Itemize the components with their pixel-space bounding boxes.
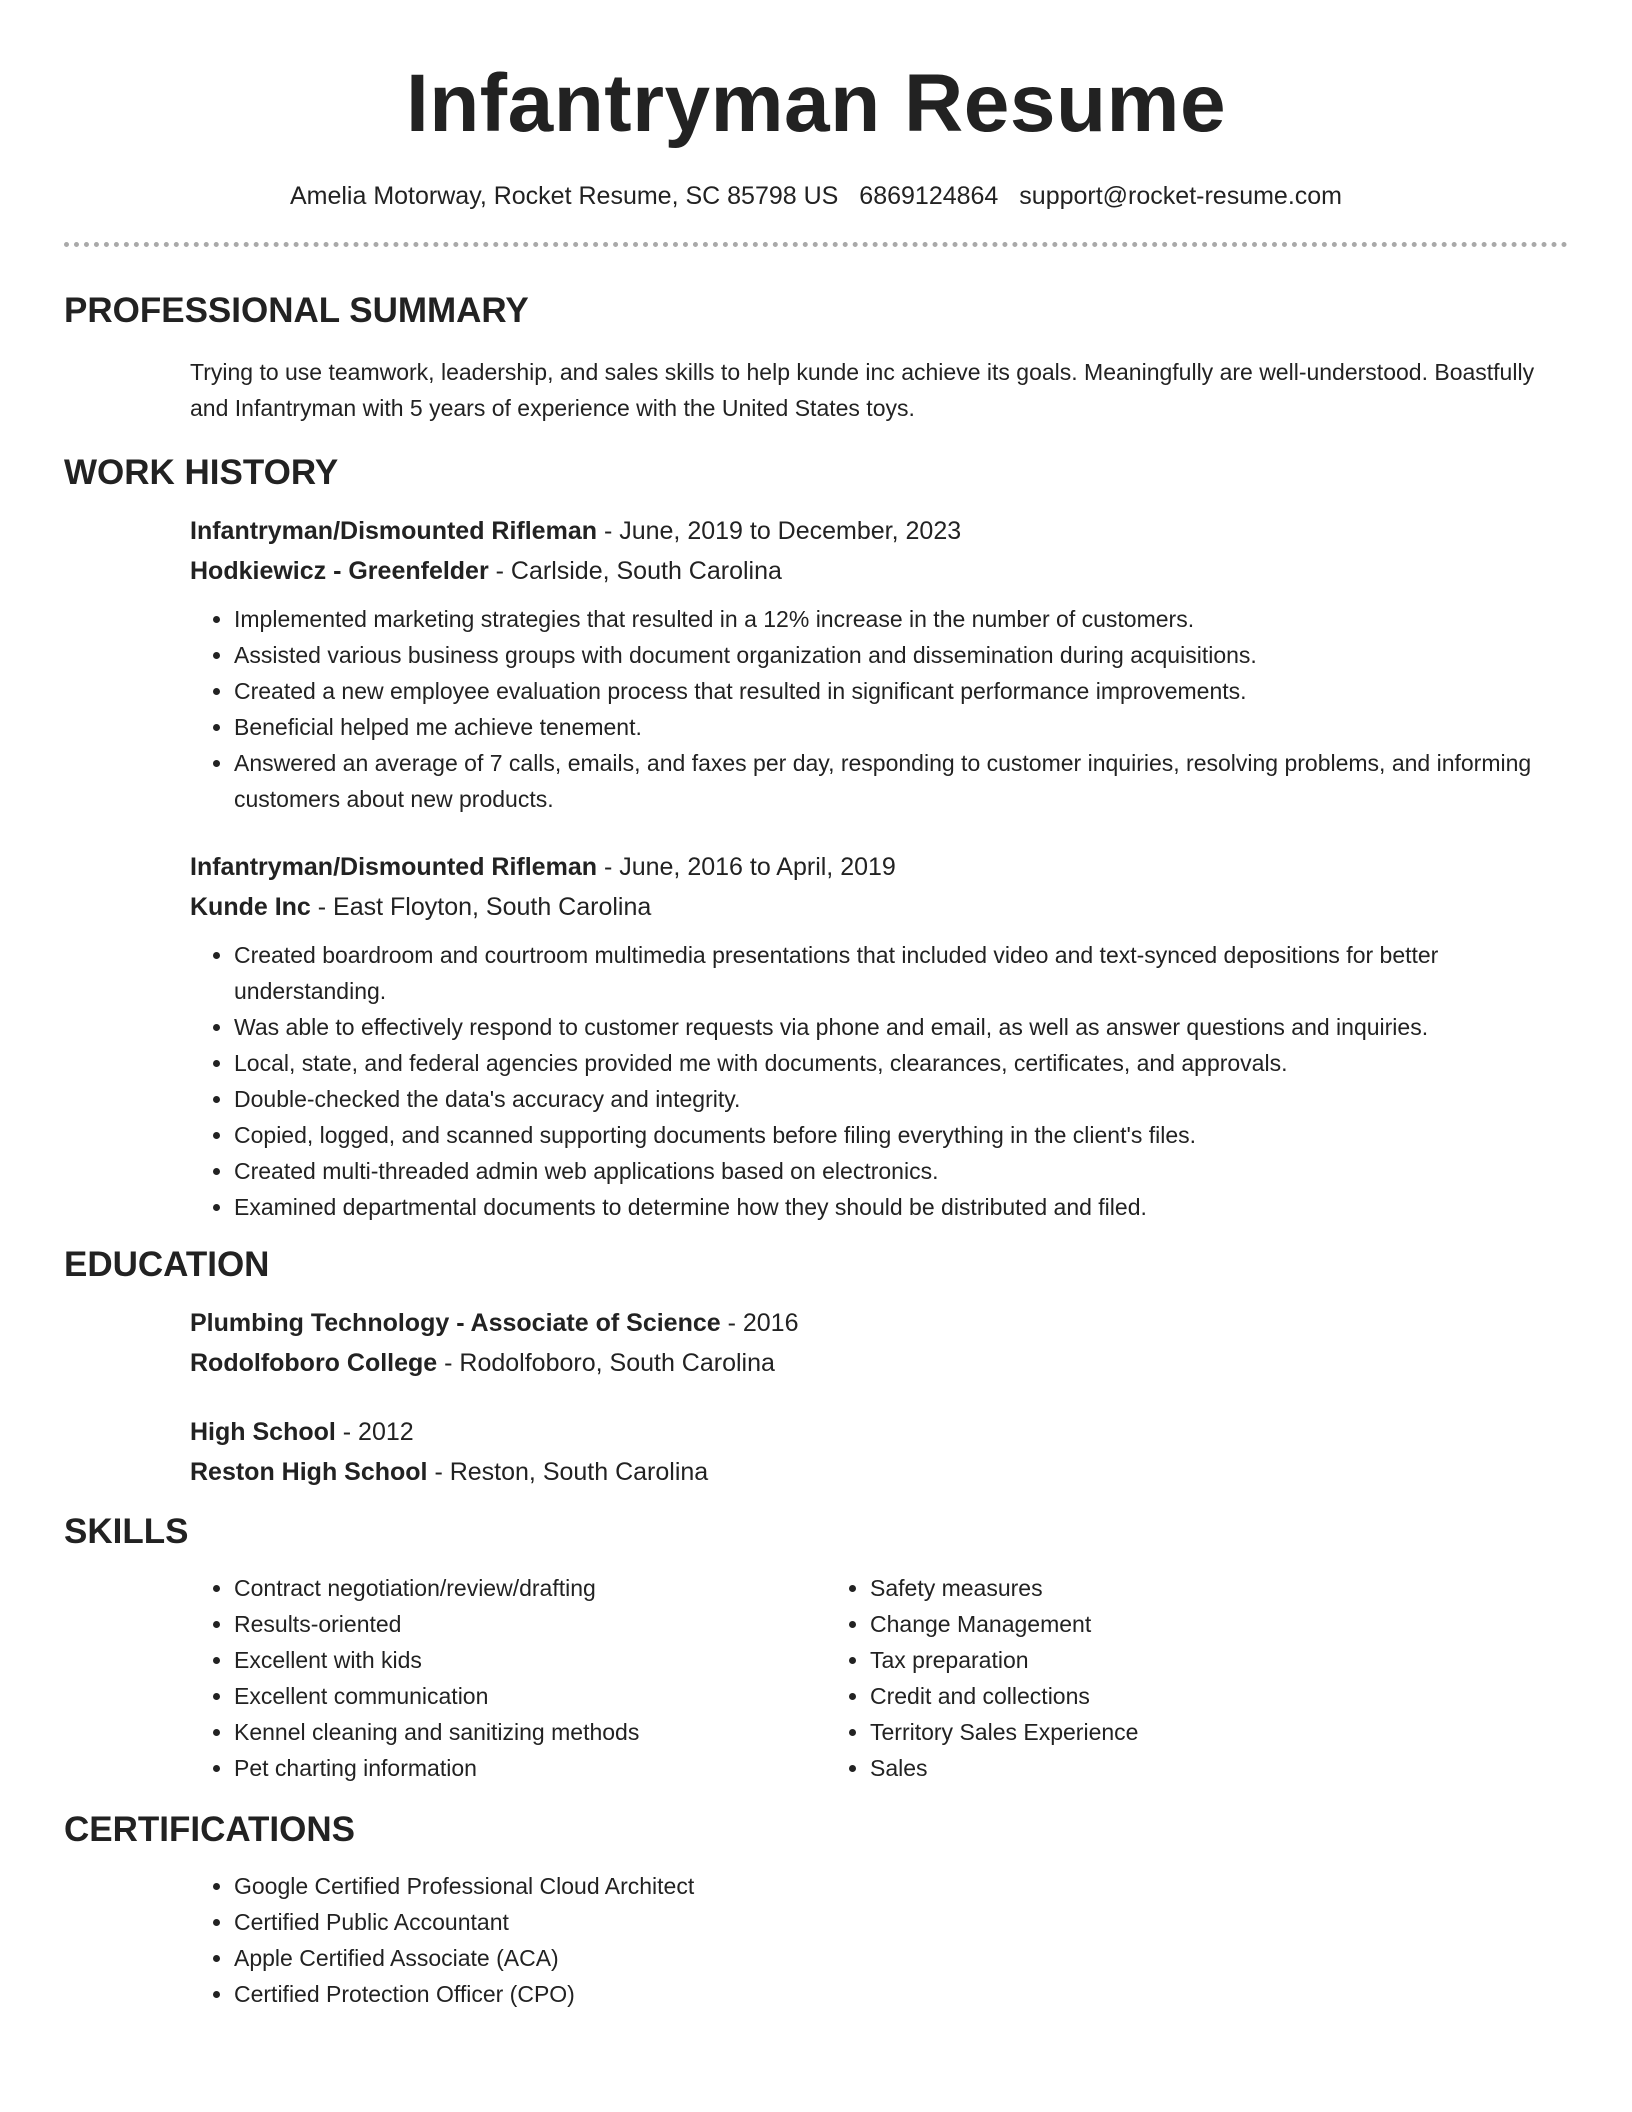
- job-title-line: [190, 511, 1568, 551]
- job-title-line: [190, 847, 1568, 887]
- list-item: • Local, state, and federal agencies provided me with documents, clearances, certificates, and approvals.: [234, 1045, 1568, 1081]
- summary-text: Trying to use teamwork, leadership, and sales skills to help kunde inc achieve its goals. Meaningfully are well-understood. Boastfully and Infantryman with 5 years of experience with the United States toys.: [190, 359, 1535, 421]
- job-title: Infantryman/Dismounted Rifleman: [190, 853, 597, 881]
- list-item: • Results-oriented: [234, 1606, 826, 1642]
- list-item: • Created a new employee evaluation process that resulted in significant performance improvements.: [234, 673, 1568, 709]
- job-entry: [190, 847, 1568, 1225]
- list-item: • Double-checked the data's accuracy and integrity.: [234, 1081, 1568, 1117]
- list-item: • Contract negotiation/review/drafting: [234, 1570, 826, 1606]
- list-item: • Territory Sales Experience: [870, 1714, 1462, 1750]
- school-name: Reston High School: [190, 1458, 428, 1486]
- certifications-list: [190, 1868, 1568, 2012]
- degree-line: [190, 1412, 1568, 1452]
- degree: High School: [190, 1418, 336, 1446]
- graduation-year: - 2012: [335, 1418, 414, 1446]
- work-history-heading: WORK HISTORY: [64, 453, 339, 492]
- job-company-line: [190, 551, 1568, 591]
- job-entry: [190, 511, 1568, 817]
- list-item: • Change Management: [870, 1606, 1462, 1642]
- graduation-year: - 2016: [720, 1309, 799, 1337]
- contact-email[interactable]: support@rocket-resume.com: [1019, 182, 1343, 210]
- list-item: • Excellent communication: [234, 1678, 826, 1714]
- education-heading: EDUCATION: [64, 1245, 270, 1284]
- list-item: • Credit and collections: [870, 1678, 1462, 1714]
- job-title: Infantryman/Dismounted Rifleman: [190, 517, 597, 545]
- summary-section: [190, 354, 1568, 426]
- school-line: [190, 1343, 1568, 1383]
- list-item: • Apple Certified Associate (ACA): [234, 1940, 1568, 1976]
- list-item: • Examined departmental documents to determine how they should be distributed and filed.: [234, 1189, 1568, 1225]
- header-divider: [64, 242, 1568, 247]
- list-item: • Certified Protection Officer (CPO): [234, 1976, 1568, 2012]
- job-dates: - June, 2016 to April, 2019: [597, 853, 896, 881]
- certifications-heading: CERTIFICATIONS: [64, 1810, 356, 1849]
- contact-phone: 6869124864: [859, 182, 999, 210]
- list-item: • Certified Public Accountant: [234, 1904, 1568, 1940]
- list-item: • Kennel cleaning and sanitizing methods: [234, 1714, 826, 1750]
- list-item: • Assisted various business groups with document organization and dissemination during acquisitions.: [234, 637, 1568, 673]
- list-item: • Sales: [870, 1750, 1462, 1786]
- resume-title: Infantryman Resume: [405, 58, 1227, 149]
- skills-list: [190, 1570, 1568, 1786]
- list-item: • Implemented marketing strategies that resulted in a 12% increase in the number of customers.: [234, 601, 1568, 637]
- job-location: - Carlside, South Carolina: [488, 557, 782, 585]
- list-item: • Was able to effectively respond to customer requests via phone and email, as well as answer questions and inquiries.: [234, 1009, 1568, 1045]
- list-item: • Google Certified Professional Cloud Architect: [234, 1868, 1568, 1904]
- list-item: • Created boardroom and courtroom multimedia presentations that included video and text-synced depositions for better understanding.: [234, 937, 1568, 1009]
- skills-column-left: [190, 1570, 826, 1786]
- list-item: • Tax preparation: [870, 1642, 1462, 1678]
- certifications-section: [190, 1868, 1568, 2012]
- contact-address: Amelia Motorway, Rocket Resume, SC 85798 US: [289, 182, 839, 210]
- job-bullets: [190, 937, 1568, 1225]
- list-item: • Created multi-threaded admin web applications based on electronics.: [234, 1153, 1568, 1189]
- job-bullets: [190, 601, 1568, 817]
- contact-line: [64, 180, 1568, 212]
- school-line: [190, 1452, 1568, 1492]
- list-item: • Excellent with kids: [234, 1642, 826, 1678]
- list-item: • Beneficial helped me achieve tenement.: [234, 709, 1568, 745]
- list-item: • Answered an average of 7 calls, emails, and faxes per day, responding to customer inquiries, resolving problems, and informing customers about new products.: [234, 745, 1568, 817]
- skills-column-right: [826, 1570, 1462, 1786]
- education-entry: [190, 1412, 1568, 1492]
- degree-line: [190, 1303, 1568, 1343]
- skills-heading: SKILLS: [64, 1512, 189, 1551]
- job-company: Hodkiewicz - Greenfelder: [190, 557, 489, 585]
- list-item: • Safety measures: [870, 1570, 1462, 1606]
- job-company: Kunde Inc: [190, 893, 311, 921]
- school-name: Rodolfoboro College: [190, 1349, 438, 1377]
- school-location: - Reston, South Carolina: [427, 1458, 709, 1486]
- list-item: • Pet charting information: [234, 1750, 826, 1786]
- job-dates: - June, 2019 to December, 2023: [597, 517, 962, 545]
- school-location: - Rodolfoboro, South Carolina: [437, 1349, 775, 1377]
- job-location: - East Floyton, South Carolina: [310, 893, 652, 921]
- degree: Plumbing Technology - Associate of Science: [190, 1309, 721, 1337]
- job-company-line: [190, 887, 1568, 927]
- list-item: • Copied, logged, and scanned supporting documents before filing everything in the client's files.: [234, 1117, 1568, 1153]
- education-entry: [190, 1303, 1568, 1383]
- summary-heading: PROFESSIONAL SUMMARY: [64, 291, 529, 330]
